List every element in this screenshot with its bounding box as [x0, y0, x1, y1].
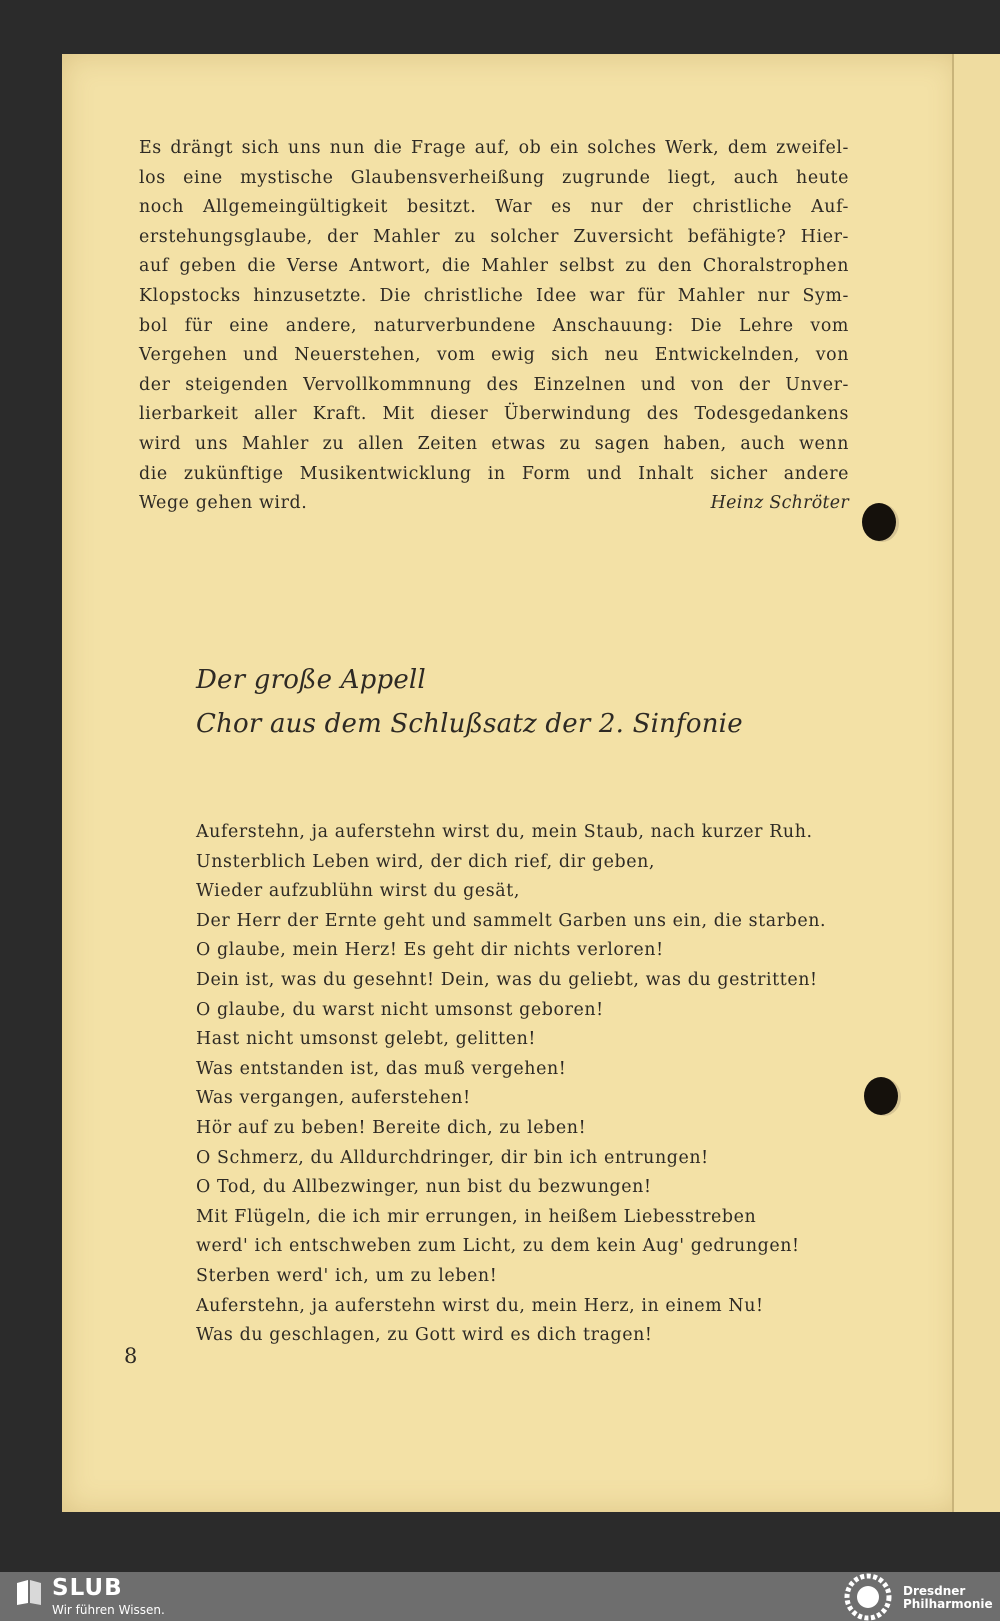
partner-name: [903, 1585, 993, 1611]
essay-line: erstehungsglaube, der Mahler zu solcher Zuversicht befähigte? Hier-: [139, 226, 849, 247]
poem-line: Was vergangen, auferstehen!: [196, 1088, 471, 1109]
library-name[interactable]: SLUB: [52, 1575, 123, 1601]
essay-line: der steigenden Vervollkommnung des Einzelnen und von der Unver-: [139, 374, 849, 395]
poem-line: O glaube, du warst nicht umsonst geboren!: [196, 999, 604, 1020]
punch-hole: [862, 503, 896, 541]
partner-name-line-2: Philharmonie: [903, 1597, 993, 1611]
poem-line: Auferstehn, ja auferstehn wirst du, mein Herz, in einem Nu!: [196, 1295, 764, 1316]
essay-line: auf geben die Verse Antwort, die Mahler selbst zu den Choralstrophen: [139, 256, 849, 277]
essay-text: [139, 134, 849, 519]
poem-line: O glaube, mein Herz! Es geht dir nichts verloren!: [196, 940, 664, 961]
poem-line: Dein ist, was du gesehnt! Dein, was du geliebt, was du gestritten!: [196, 969, 818, 990]
partner-name-line-1: Dresdner: [903, 1584, 966, 1598]
poem-line: Der Herr der Ernte geht und sammelt Garben uns ein, die starben.: [196, 910, 827, 931]
poem-heading: [196, 658, 743, 746]
poem-line: Was entstanden ist, das muß vergehen!: [196, 1058, 567, 1079]
page-number: 8: [124, 1344, 138, 1368]
poem-subtitle: Chor aus dem Schlußsatz der 2. Sinfonie: [196, 709, 743, 739]
book-icon: [14, 1577, 44, 1607]
essay-line: die zukünftige Musikentwicklung in Form und Inhalt sicher andere: [139, 463, 849, 484]
poem-line: Was du geschlagen, zu Gott wird es dich tragen!: [196, 1325, 653, 1346]
poem-line: O Schmerz, du Alldurchdringer, dir bin ich entrungen!: [196, 1147, 709, 1168]
essay-line: Klopstocks hinzusetzte. Die christliche Idee war für Mahler nur Sym-: [139, 285, 849, 306]
essay-last-line: [139, 489, 849, 519]
viewer-footer: [0, 1572, 1000, 1621]
poem-line: Mit Flügeln, die ich mir errungen, in heißem Liebesstreben: [196, 1206, 757, 1227]
poem-line: Auferstehn, ja auferstehn wirst du, mein Staub, nach kurzer Ruh.: [196, 822, 813, 842]
poem-line: Unsterblich Leben wird, der dich rief, dir geben,: [196, 851, 656, 872]
essay-author: Heinz Schröter: [710, 493, 849, 514]
essay-line: lierbarkeit aller Kraft. Mit dieser Überwindung des Todesgedankens: [139, 404, 849, 425]
poem-line: Hör auf zu beben! Bereite dich, zu leben!: [196, 1117, 587, 1138]
poem-line: Sterben werd' ich, um zu leben!: [196, 1265, 498, 1286]
adjacent-page-edge: [952, 54, 1000, 1512]
poem-title: Der große Appell: [196, 665, 426, 695]
library-tagline: Wir führen Wissen.: [52, 1603, 165, 1617]
punch-hole: [864, 1077, 898, 1115]
essay-line: noch Allgemeingültigkeit besitzt. War es nur der christliche Auf-: [139, 197, 849, 218]
poem-line: werd' ich entschweben zum Licht, zu dem kein Aug' gedrungen!: [196, 1236, 800, 1257]
poem-line: Wieder aufzublühn wirst du gesät,: [196, 881, 520, 902]
essay-line: wird uns Mahler zu allen Zeiten etwas zu sagen haben, auch wenn: [139, 433, 849, 454]
essay-line: los eine mystische Glaubensverheißung zugrunde liegt, auch heute: [139, 167, 849, 188]
essay-line: Es drängt sich uns nun die Frage auf, ob ein solches Werk, dem zweifel-: [139, 138, 849, 158]
essay-line: Vergehen und Neuerstehen, vom ewig sich neu Entwickelnden, von: [139, 345, 849, 366]
essay-final-words: Wege gehen wird.: [139, 493, 308, 514]
philharmonie-logo-icon[interactable]: [842, 1573, 894, 1621]
essay-lines: [139, 134, 849, 489]
poem-line: O Tod, du Allbezwinger, nun bist du bezwungen!: [196, 1177, 652, 1198]
essay-line: bol für eine andere, naturverbundene Anschauung: Die Lehre vom: [139, 315, 849, 336]
poem-text: [196, 818, 896, 1351]
poem-line: Hast nicht umsonst gelebt, gelitten!: [196, 1029, 536, 1050]
